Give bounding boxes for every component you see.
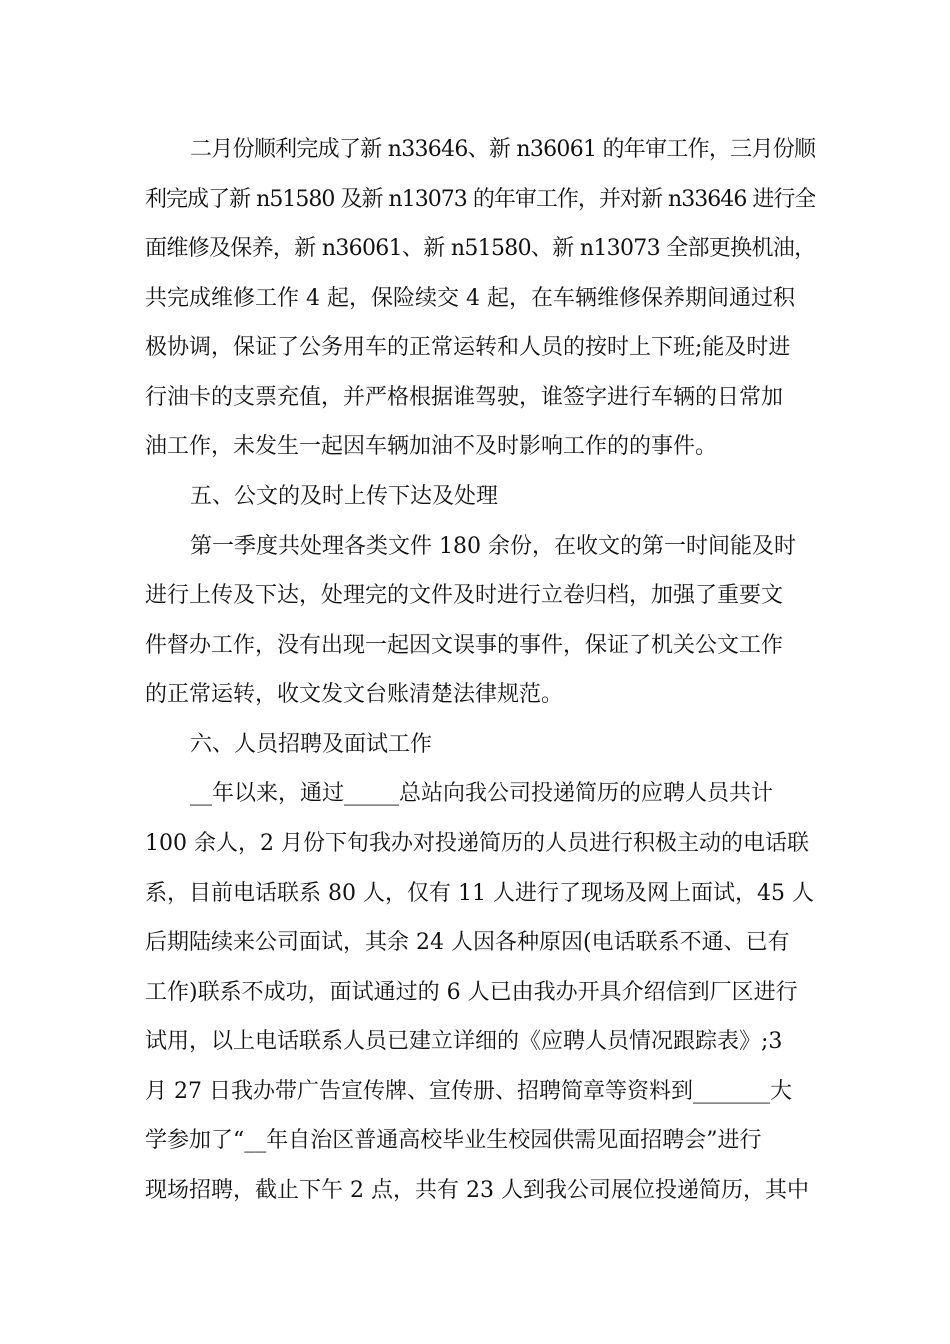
text-line: 试用，以上电话联系人员已建立详细的《应聘人员情况跟踪表》;3	[145, 1029, 783, 1054]
text-line: 共完成维修工作 4 起，保险续交 4 起，在车辆维修保养期间通过积	[145, 286, 795, 311]
text-line: 100 余人，2 月份下旬我办对投递简历的人员进行积极主动的电话联	[145, 831, 809, 856]
text-line: 现场招聘，截止下午 2 点，共有 23 人到我公司展位投递简历，其中	[145, 1178, 809, 1203]
text-line: 系，目前电话联系 80 人，仅有 11 人进行了现场及网上面试，45 人	[145, 881, 814, 906]
text-line: 油工作，未发生一起因车辆加油不及时影响工作的的事件。	[145, 434, 718, 459]
text-line: 月 27 日我办带广告宣传牌、宣传册、招聘简章等资料到_______大	[145, 1079, 792, 1104]
text-line: 极协调，保证了公务用车的正常运转和人员的按时上下班;能及时进	[145, 335, 791, 360]
text-line: 面维修及保养，新 n36061、新 n51580、新 n13073 全部更换机油，	[145, 236, 815, 261]
text-line-paragraph-start: 二月份顺利完成了新 n33646、新 n36061 的年审工作，三月份顺	[190, 137, 815, 162]
text-line: 学参加了“__年自治区普通高校毕业生校园供需见面招聘会”进行	[145, 1128, 762, 1153]
text-line-paragraph-start: __年以来，通过_____总站向我公司投递简历的应聘人员共计	[190, 781, 774, 806]
section-heading-6: 六、人员招聘及面试工作	[190, 732, 433, 757]
text-line: 进行上传及下达，处理完的文件及时进行立卷归档，加强了重要文	[145, 583, 784, 608]
text-line: 利完成了新 n51580 及新 n13073 的年审工作，并对新 n33646 进行全	[145, 187, 815, 212]
section-heading-5: 五、公文的及时上传下达及处理	[190, 484, 499, 509]
text-line-paragraph-start: 第一季度共处理各类文件 180 余份，在收文的第一时间能及时	[190, 534, 796, 559]
text-line: 行油卡的支票充值，并严格根据谁驾驶，谁签字进行车辆的日常加	[145, 385, 784, 410]
text-line: 的正常运转，收文发文台账清楚法律规范。	[145, 682, 564, 707]
text-line: 件督办工作，没有出现一起因文误事的事件，保证了机关公文工作	[145, 633, 784, 658]
text-line: 工作)联系不成功，面试通过的 6 人已由我办开具介绍信到厂区进行	[145, 980, 798, 1005]
text-line: 后期陆续来公司面试，其余 24 人因各种原因(电话联系不通、已有	[145, 930, 790, 955]
